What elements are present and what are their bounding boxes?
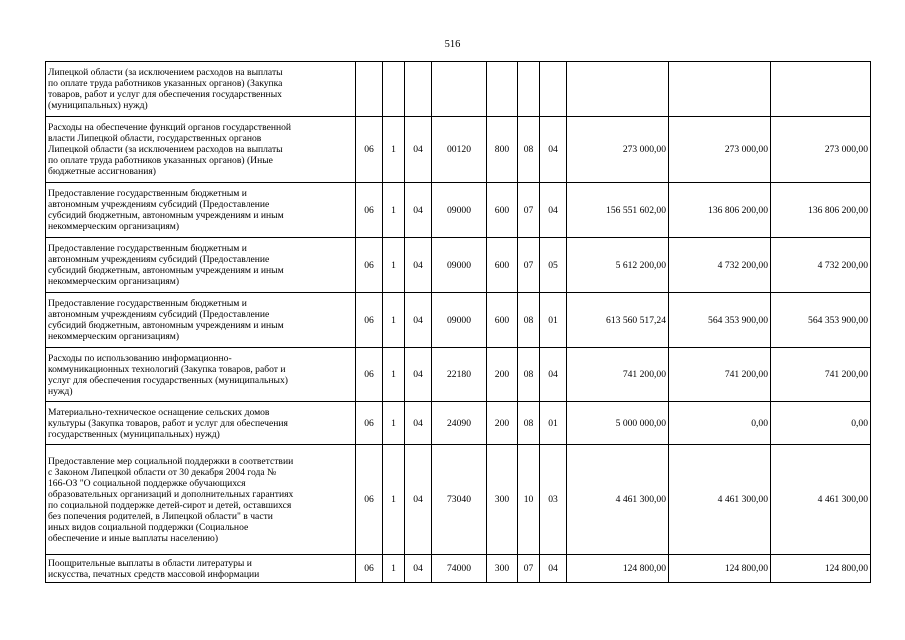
code-cell-c2	[383, 62, 405, 117]
row-description	[46, 117, 356, 183]
amount-cell-a2: 4 461 300,00	[669, 445, 771, 555]
amount-cell-a2: 564 353 900,00	[669, 293, 771, 348]
description-line: субсидий бюджетным, автономным учреждениям и иным	[48, 210, 284, 221]
amount-cell-a1: 5 612 200,00	[567, 238, 669, 293]
table-body	[46, 62, 871, 583]
code-cell-c3: 04	[405, 238, 432, 293]
amount-cell-a1: 613 560 517,24	[567, 293, 669, 348]
amount-cell-a3: 4 732 200,00	[771, 238, 871, 293]
code-cell-c7: 04	[540, 183, 567, 238]
code-cell-c3: 04	[405, 445, 432, 555]
row-description	[46, 238, 356, 293]
description-line: без попечения родителей, в Липецкой области" в части	[48, 510, 273, 522]
description-line: субсидий бюджетным, автономным учреждениям и иным	[48, 320, 284, 331]
row-description	[46, 348, 356, 402]
description-line: Предоставление государственным бюджетным и	[48, 243, 247, 254]
code-cell-c6: 08	[518, 402, 540, 445]
description-line: товаров, работ и услуг для обеспечения государственных	[48, 89, 282, 100]
code-cell-c4: 73040	[432, 445, 487, 555]
code-cell-c2: 1	[383, 555, 405, 583]
description-line: (муниципальных) нужд)	[48, 100, 148, 111]
description-line: по оплате труда работников указанных органов) (Иные	[48, 155, 273, 166]
amount-cell-a1: 156 551 602,00	[567, 183, 669, 238]
description-line: по социальной поддержке детей-сирот и детей, оставшихся	[48, 499, 292, 511]
description-line: Расходы на обеспечение функций органов государственной	[48, 122, 292, 133]
code-cell-c6: 08	[518, 117, 540, 183]
code-cell-c1: 06	[356, 183, 383, 238]
amount-cell-a3: 273 000,00	[771, 117, 871, 183]
page-number: 516	[444, 39, 461, 50]
code-cell-c6: 08	[518, 293, 540, 348]
code-cell-c1: 06	[356, 402, 383, 445]
code-cell-c7	[540, 62, 567, 117]
code-cell-c1: 06	[356, 293, 383, 348]
table-row	[46, 117, 871, 183]
amount-cell-a1: 741 200,00	[567, 348, 669, 402]
description-line: некоммерческим организациям)	[48, 276, 180, 287]
table-row	[46, 555, 871, 583]
code-cell-c4: 00120	[432, 117, 487, 183]
code-cell-c6: 08	[518, 348, 540, 402]
code-cell-c6	[518, 62, 540, 117]
code-cell-c4: 09000	[432, 183, 487, 238]
amount-cell-a3: 564 353 900,00	[771, 293, 871, 348]
description-line: некоммерческим организациям)	[48, 331, 180, 342]
code-cell-c4: 22180	[432, 348, 487, 402]
amount-cell-a3: 4 461 300,00	[771, 445, 871, 555]
amount-cell-a2	[669, 62, 771, 117]
amount-cell-a2: 0,00	[669, 402, 771, 445]
code-cell-c1	[356, 62, 383, 117]
code-cell-c1: 06	[356, 445, 383, 555]
row-description	[46, 402, 356, 445]
code-cell-c5: 200	[487, 348, 518, 402]
code-cell-c5: 300	[487, 555, 518, 583]
code-cell-c7: 04	[540, 117, 567, 183]
code-cell-c6: 07	[518, 238, 540, 293]
code-cell-c5	[487, 62, 518, 117]
amount-cell-a3: 0,00	[771, 402, 871, 445]
description-line: Расходы по использованию информационно-	[48, 352, 232, 364]
code-cell-c3: 04	[405, 183, 432, 238]
code-cell-c7: 03	[540, 445, 567, 555]
description-line: автономным учреждениям субсидий (Предоставление	[48, 199, 270, 210]
row-description	[46, 445, 356, 555]
description-line: некоммерческим организациям)	[48, 221, 180, 232]
row-description	[46, 183, 356, 238]
description-line: коммуникационных технологий (Закупка товаров, работ и	[48, 363, 286, 375]
code-cell-c2: 1	[383, 183, 405, 238]
description-line: автономным учреждениям субсидий (Предоставление	[48, 254, 270, 265]
table-row	[46, 183, 871, 238]
code-cell-c6: 10	[518, 445, 540, 555]
code-cell-c7: 05	[540, 238, 567, 293]
amount-cell-a1: 5 000 000,00	[567, 402, 669, 445]
description-line: образовательных организаций и дополнительных гарантиях	[48, 488, 294, 500]
amount-cell-a3	[771, 62, 871, 117]
description-line: культуры (Закупка товаров, работ и услуг для обеспечения	[48, 417, 288, 429]
code-cell-c1: 06	[356, 238, 383, 293]
code-cell-c3: 04	[405, 293, 432, 348]
code-cell-c2: 1	[383, 445, 405, 555]
table-row	[46, 445, 871, 555]
description-line: Предоставление государственным бюджетным и	[48, 298, 247, 309]
code-cell-c3: 04	[405, 117, 432, 183]
table-row	[46, 402, 871, 445]
description-line: Предоставление государственным бюджетным и	[48, 188, 247, 199]
code-cell-c2: 1	[383, 238, 405, 293]
code-cell-c3	[405, 62, 432, 117]
row-description	[46, 62, 356, 117]
code-cell-c2: 1	[383, 348, 405, 402]
code-cell-c2: 1	[383, 117, 405, 183]
budget-table	[45, 61, 871, 583]
code-cell-c3: 04	[405, 402, 432, 445]
amount-cell-a2: 273 000,00	[669, 117, 771, 183]
table-row	[46, 62, 871, 117]
amount-cell-a1	[567, 62, 669, 117]
code-cell-c3: 04	[405, 555, 432, 583]
description-line: Материально-техническое оснащение сельских домов	[48, 406, 270, 418]
code-cell-c4: 09000	[432, 238, 487, 293]
description-line: Предоставление мер социальной поддержки в соответствии	[48, 455, 294, 467]
code-cell-c5: 300	[487, 445, 518, 555]
amount-cell-a2: 124 800,00	[669, 555, 771, 583]
amount-cell-a3: 741 200,00	[771, 348, 871, 402]
code-cell-c5: 600	[487, 238, 518, 293]
amount-cell-a1: 273 000,00	[567, 117, 669, 183]
code-cell-c5: 200	[487, 402, 518, 445]
description-line: искусства, печатных средств массовой информации	[48, 568, 260, 580]
code-cell-c7: 01	[540, 402, 567, 445]
code-cell-c7: 01	[540, 293, 567, 348]
code-cell-c4: 24090	[432, 402, 487, 445]
table-row	[46, 293, 871, 348]
row-description	[46, 555, 356, 583]
table-row	[46, 348, 871, 402]
description-line: иных видов социальной поддержки (Социальное	[48, 521, 249, 533]
code-cell-c1: 06	[356, 117, 383, 183]
amount-cell-a3: 136 806 200,00	[771, 183, 871, 238]
code-cell-c6: 07	[518, 555, 540, 583]
table-row	[46, 238, 871, 293]
description-line: обеспечение и иные выплаты населению)	[48, 532, 219, 544]
description-line: Липецкой области (за исключением расходов на выплаты	[48, 144, 283, 155]
description-line: государственных (муниципальных) нужд)	[48, 428, 220, 440]
amount-cell-a1: 4 461 300,00	[567, 445, 669, 555]
code-cell-c5: 600	[487, 293, 518, 348]
code-cell-c7: 04	[540, 348, 567, 402]
code-cell-c6: 07	[518, 183, 540, 238]
description-line: Поощрительные выплаты в области литературы и	[48, 557, 252, 569]
description-line: субсидий бюджетным, автономным учреждениям и иным	[48, 265, 284, 276]
amount-cell-a1: 124 800,00	[567, 555, 669, 583]
amount-cell-a2: 4 732 200,00	[669, 238, 771, 293]
code-cell-c5: 800	[487, 117, 518, 183]
description-line: Липецкой области (за исключением расходов на выплаты	[48, 67, 283, 78]
description-line: власти Липецкой области, государственных органов	[48, 133, 262, 144]
code-cell-c4: 74000	[432, 555, 487, 583]
code-cell-c4	[432, 62, 487, 117]
code-cell-c5: 600	[487, 183, 518, 238]
amount-cell-a2: 741 200,00	[669, 348, 771, 402]
code-cell-c7: 04	[540, 555, 567, 583]
description-line: услуг для обеспечения государственных (муниципальных)	[48, 374, 288, 386]
description-line: автономным учреждениям субсидий (Предоставление	[48, 309, 270, 320]
description-line: бюджетные ассигнования)	[48, 166, 156, 177]
code-cell-c4: 09000	[432, 293, 487, 348]
code-cell-c1: 06	[356, 555, 383, 583]
description-line: нужд)	[48, 385, 73, 397]
row-description	[46, 293, 356, 348]
description-line: 166-ОЗ "О социальной поддержке обучающихся	[48, 477, 246, 489]
code-cell-c3: 04	[405, 348, 432, 402]
code-cell-c1: 06	[356, 348, 383, 402]
amount-cell-a3: 124 800,00	[771, 555, 871, 583]
amount-cell-a2: 136 806 200,00	[669, 183, 771, 238]
code-cell-c2: 1	[383, 402, 405, 445]
description-line: с Законом Липецкой области от 30 декабря 2004 года №	[48, 466, 277, 478]
code-cell-c2: 1	[383, 293, 405, 348]
description-line: по оплате труда работников указанных органов) (Закупка	[48, 78, 283, 89]
